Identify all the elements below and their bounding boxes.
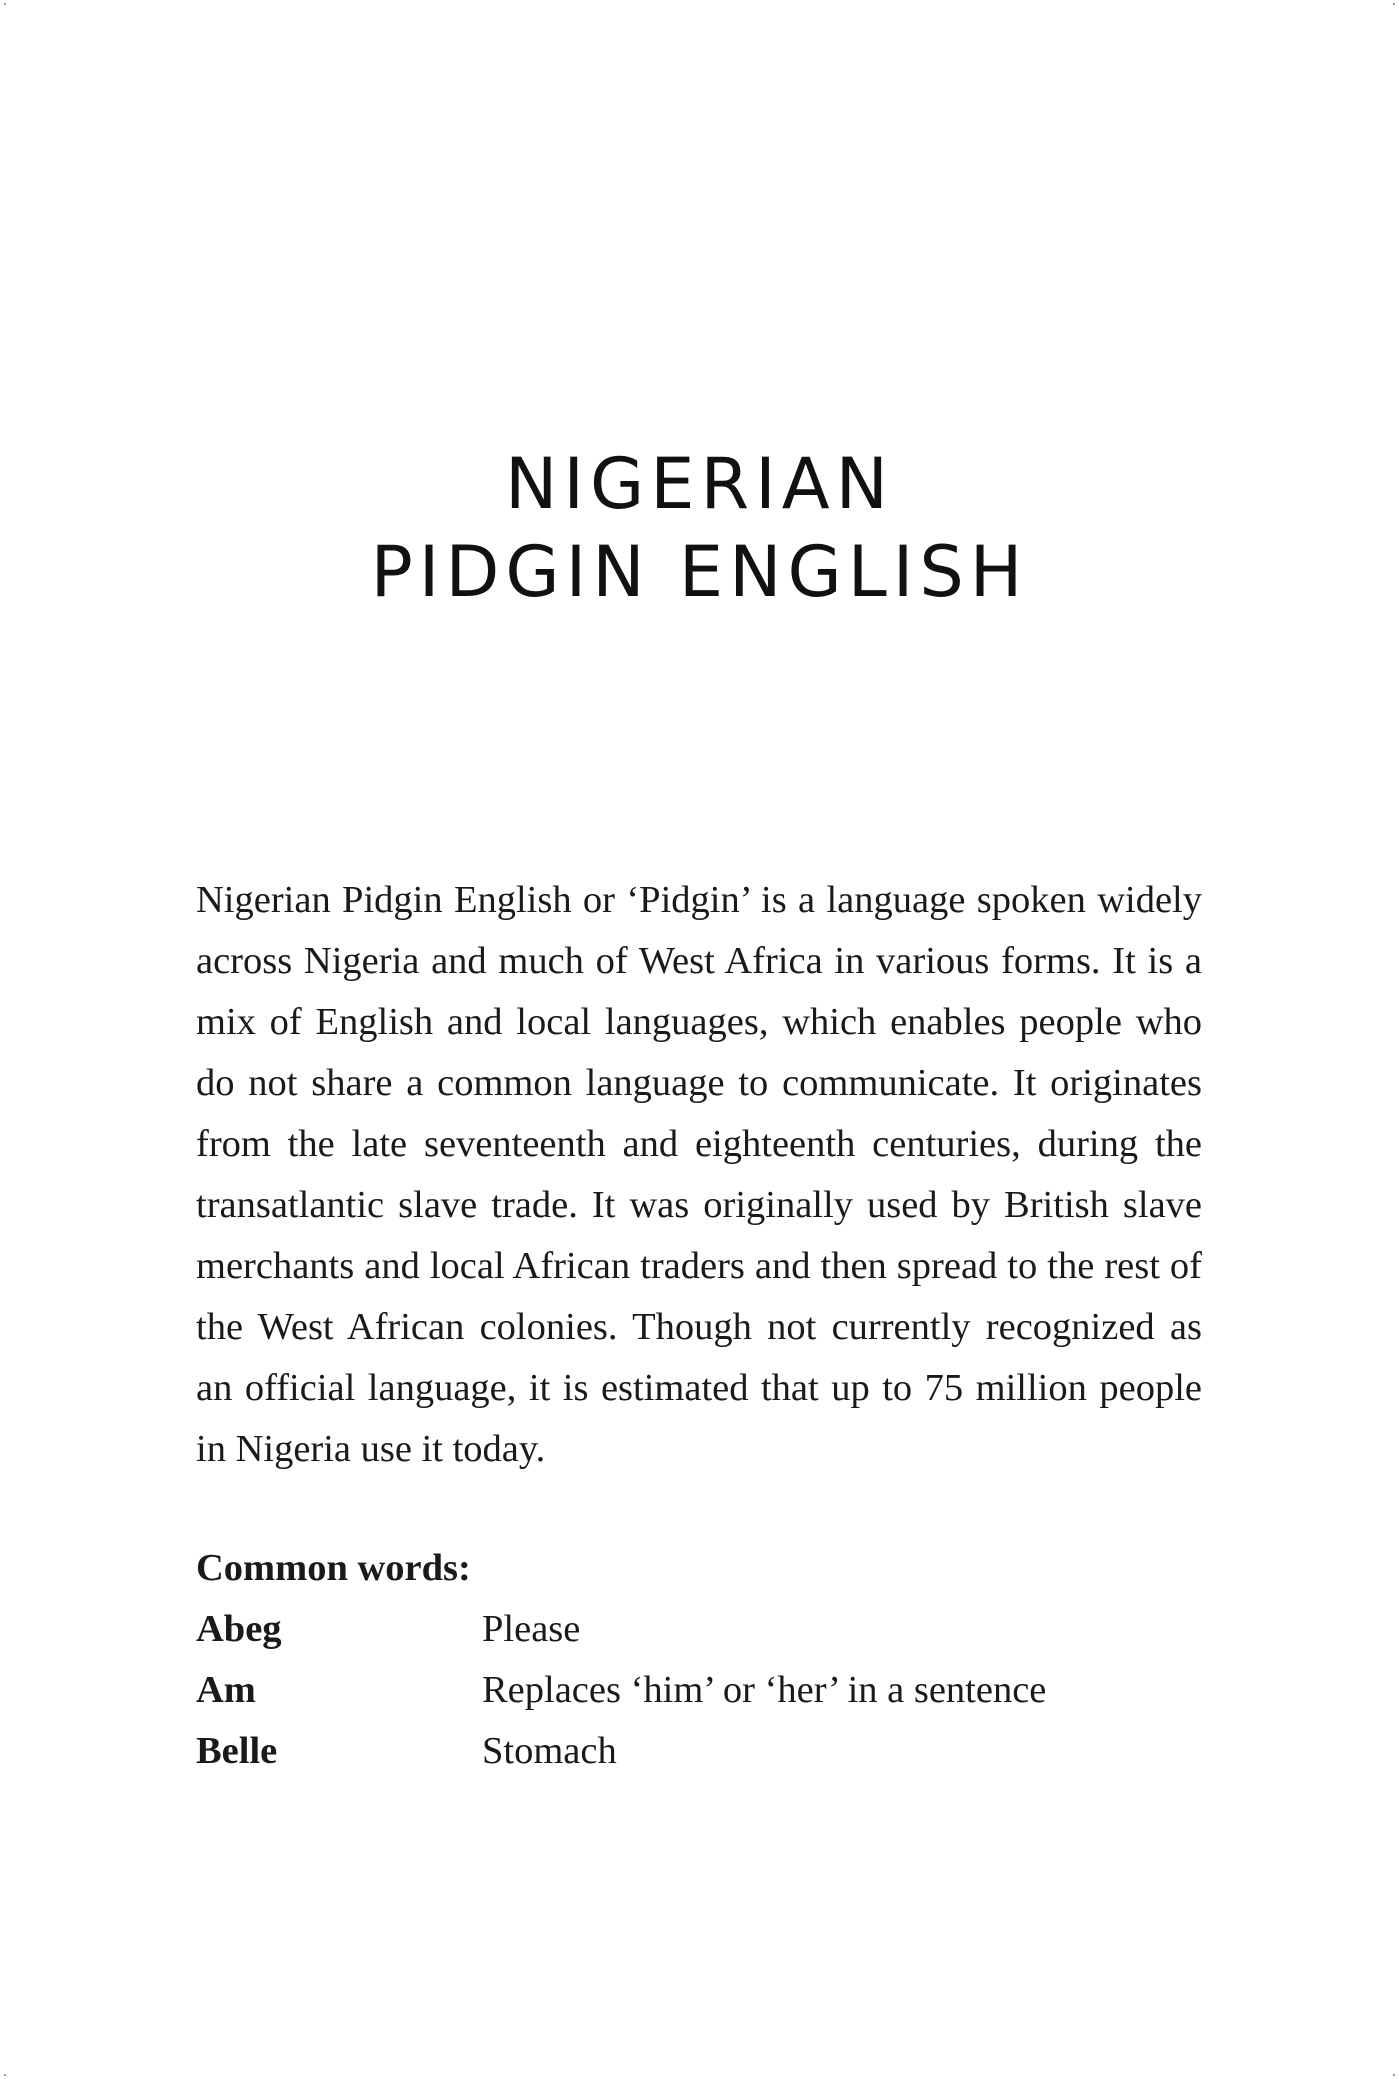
word-meaning: Please	[482, 1608, 581, 1650]
word-term: Am	[196, 1669, 256, 1711]
crop-mark-bottom-right	[1393, 2074, 1395, 2076]
crop-mark-top-left	[4, 3, 6, 5]
crop-mark-bottom-left	[4, 2074, 6, 2076]
word-meaning: Replaces ‘him’ or ‘her’ in a sentence	[482, 1669, 1047, 1711]
word-term: Abeg	[196, 1608, 282, 1650]
word-entry	[196, 1660, 1206, 1721]
page-title-line-2: PIDGIN ENGLISH	[370, 531, 1029, 613]
intro-paragraph: Nigerian Pidgin English or ‘Pidgin’ is a language spoken widely across Nigeria and much of West Africa in various forms. It is a mix of English and local languages, which enables people who do not share a common language to communicate. It originates from the late seventeenth and eighteenth centuries, during the transatlantic slave trade. It was originally used by British slave merchants and local African traders and then spread to the rest of the West African colonies. Though not currently recognized as an official language, it is estimated that up to 75 million people in Nigeria use it today.	[196, 879, 1202, 1470]
word-entry	[196, 1721, 1206, 1782]
word-entry	[196, 1599, 1206, 1660]
common-words-heading: Common words:	[196, 1547, 471, 1589]
word-meaning: Stomach	[482, 1730, 617, 1772]
page-title-line-1: NIGERIAN	[504, 443, 894, 525]
crop-mark-top-right	[1393, 3, 1395, 5]
page-title	[0, 440, 1399, 616]
word-term: Belle	[196, 1730, 278, 1772]
common-words-list	[196, 1599, 1206, 1782]
